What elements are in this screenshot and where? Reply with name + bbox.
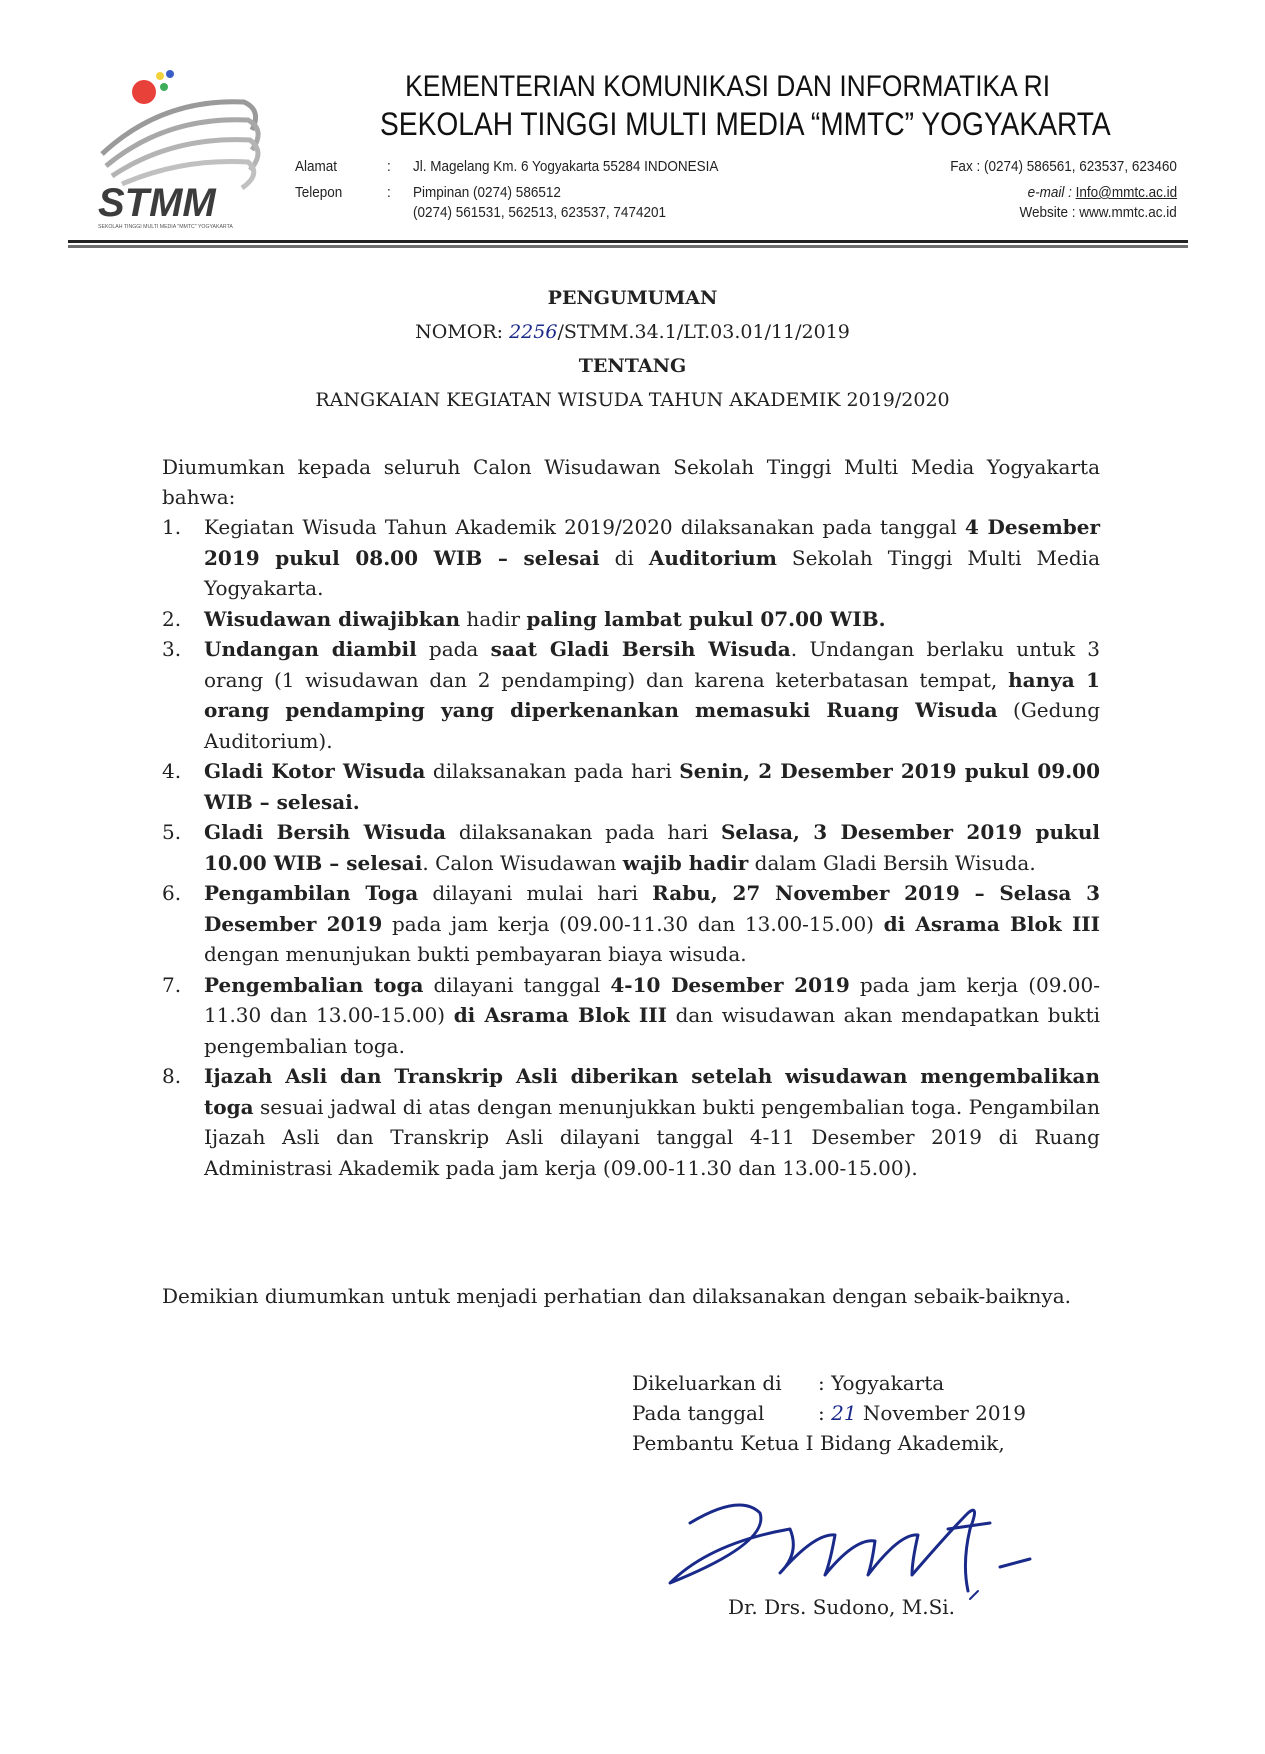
list-item-number: 8. <box>162 1064 182 1088</box>
header-rule-secondary <box>68 245 1188 248</box>
date-value: : 21 November 2019 <box>818 1401 1027 1425</box>
list-item <box>0 634 1265 756</box>
subject: RANGKAIAN KEGIATAN WISUDA TAHUN AKADEMIK 2019/2020 <box>315 389 950 411</box>
website: Website : www.mmtc.ac.id <box>1019 204 1177 221</box>
document-number: NOMOR: 2256/STMM.34.1/LT.03.01/11/2019 <box>415 321 850 343</box>
list-item <box>0 1061 1265 1183</box>
list-item-text: Ijazah Asli dan Transkrip Asli diberikan setelah wisudawan mengembalikan toga sesuai jadwal di atas dengan menunjukkan bukti pengembalian toga. Pengambilan Ijazah Asli dan Transkrip Asli dilayani tanggal 4-11 Desember 2019 di Ruang Administrasi Akademik pada jam kerja (09.00-11.30 dan 13.00-15.00). <box>204 1064 1100 1180</box>
list-item <box>0 878 1265 970</box>
closing-paragraph: Demikian diumumkan untuk menjadi perhatian dan dilaksanakan dengan sebaik-baiknya. <box>162 1284 1072 1308</box>
email-link[interactable]: Info@mmtc.ac.id <box>1075 184 1177 201</box>
handwritten-number: 2256 <box>509 321 558 343</box>
fax: Fax : (0274) 586561, 623537, 623460 <box>950 158 1177 175</box>
list-item-number: 4. <box>162 759 182 783</box>
list-item-text: Pengambilan Toga dilayani mulai hari Rabu, 27 November 2019 – Selasa 3 Desember 2019 pada jam kerja (09.00-11.30 dan 13.00-15.00) di Asrama Blok III dengan menunjukan bukti pembayaran biaya wisuda. <box>204 881 1101 966</box>
list-item <box>0 512 1265 604</box>
phone-label: Telepon <box>295 184 343 201</box>
phone-value-1: Pimpinan (0274) 586512 <box>413 184 561 201</box>
list-item-number: 7. <box>162 972 182 997</box>
handwritten-day: 21 <box>831 1401 857 1425</box>
handwritten-signature <box>650 1483 1080 1603</box>
list-item-number: 3. <box>162 637 182 661</box>
issued-at-label: Dikeluarkan di <box>632 1371 782 1395</box>
list-item-number: 1. <box>162 515 182 539</box>
list-item-text: Wisudawan diwajibkan hadir paling lambat pukul 07.00 WIB. <box>204 606 886 631</box>
date-label: Pada tanggal <box>632 1401 765 1425</box>
email <box>1028 184 1177 201</box>
svg-text:SEKOLAH TINGGI MULTI MEDIA "MM: SEKOLAH TINGGI MULTI MEDIA "MMTC" YOGYAKARTA <box>98 224 233 230</box>
school-name: SEKOLAH TINGGI MULTI MEDIA “MMTC” YOGYAKARTA <box>380 106 1111 142</box>
list-item-number: 6. <box>162 881 182 905</box>
list-item <box>0 970 1265 1062</box>
header-rule <box>68 240 1188 243</box>
announcement-list <box>0 512 1265 1183</box>
address-label: Alamat <box>295 158 338 175</box>
svg-text:STMM: STMM <box>98 181 216 225</box>
list-item-text: Kegiatan Wisuda Tahun Akademik 2019/2020 dilaksanakan pada tanggal 4 Desember 2019 pukul 08.00 WIB – selesai di Auditorium Sekolah Tinggi Multi Media Yogyakarta. <box>204 515 1100 600</box>
phone-colon: : <box>387 184 391 201</box>
intro-paragraph: Diumumkan kepada seluruh Calon Wisudawan Sekolah Tinggi Multi Media Yogyakarta bahwa: <box>162 455 1100 509</box>
list-item-number: 2. <box>162 606 182 631</box>
list-item <box>0 604 1265 635</box>
list-item <box>0 817 1265 878</box>
address-value: Jl. Magelang Km. 6 Yogyakarta 55284 INDONESIA <box>413 158 719 175</box>
email-label: e-mail : <box>1027 184 1076 201</box>
list-item-text: Gladi Kotor Wisuda dilaksanakan pada hari Senin, 2 Desember 2019 pukul 09.00 WIB – selesai. <box>204 759 1100 814</box>
signer-name: Dr. Drs. Sudono, M.Si. <box>728 1595 956 1619</box>
list-item-number: 5. <box>162 820 182 844</box>
about-label: TENTANG <box>578 355 687 377</box>
list-item-text: Pengembalian toga dilayani tanggal 4-10 Desember 2019 pada jam kerja (09.00-11.30 dan 13.00-15.00) di Asrama Blok III dan wisudawan akan mendapatkan bukti pengembalian toga. <box>204 972 1101 1058</box>
document-title: PENGUMUMAN <box>547 287 718 309</box>
stmm-logo <box>92 70 272 230</box>
list-item-text: Undangan diambil pada saat Gladi Bersih Wisuda. Undangan berlaku untuk 3 orang (1 wisudawan dan 2 pendamping) dan karena keterbatasan tempat, hanya 1 orang pendamping yang diperkenankan memasuki Ruang Wisuda (Gedung Auditorium). <box>204 637 1101 753</box>
list-item-text: Gladi Bersih Wisuda dilaksanakan pada hari Selasa, 3 Desember 2019 pukul 10.00 WIB – selesai. Calon Wisudawan wajib hadir dalam Gladi Bersih Wisuda. <box>204 820 1100 875</box>
ministry-name: KEMENTERIAN KOMUNIKASI DAN INFORMATIKA RI <box>405 70 1051 103</box>
list-item <box>0 756 1265 817</box>
phone-value-2: (0274) 561531, 562513, 623537, 7474201 <box>413 204 666 221</box>
signer-position: Pembantu Ketua I Bidang Akademik, <box>632 1431 1005 1455</box>
address-colon: : <box>387 158 391 175</box>
issued-at-value: : Yogyakarta <box>818 1371 945 1395</box>
